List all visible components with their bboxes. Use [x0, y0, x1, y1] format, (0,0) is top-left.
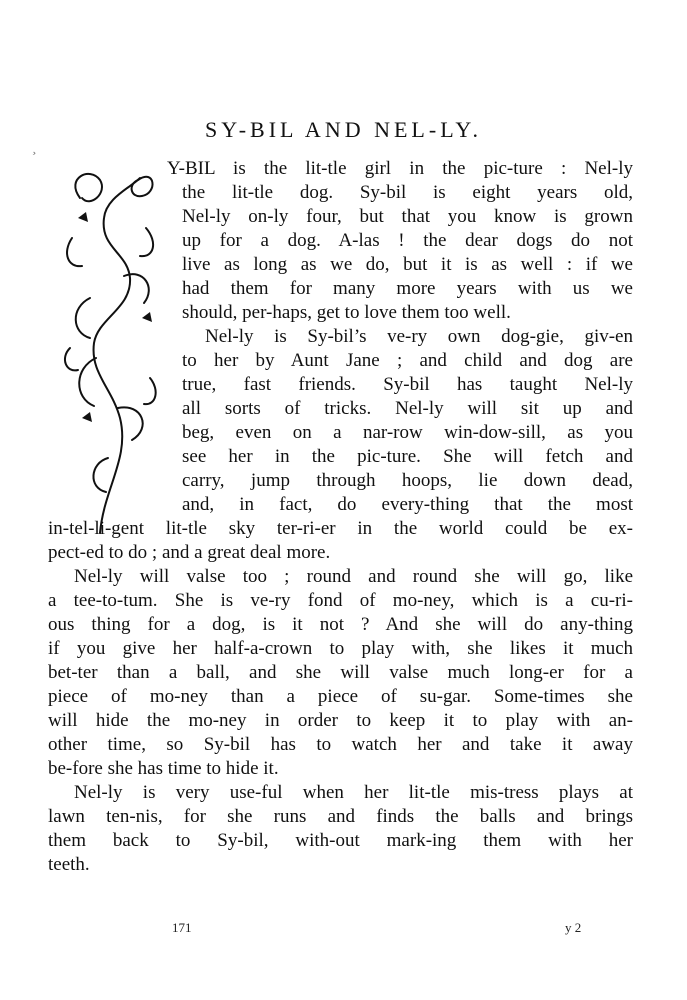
printer-signature: y 2 [565, 920, 582, 935]
text-line: a tee-to-tum. She is ve-ry fond of mo-ney, which is a cu-ri- [48, 590, 633, 611]
text-line: ous thing for a dog, is it not ? And she will do any-thing [48, 614, 633, 635]
text-line: them back to Sy-bil, with-out mark-ing them with her [48, 830, 633, 851]
text-line: and, in fact, do every-thing that the most [182, 494, 633, 515]
text-line: true, fast friends. Sy-bil has taught Nel-ly [182, 374, 633, 395]
text-line: be-fore she has time to hide it. [48, 758, 279, 779]
text-line: up for a dog. A-las ! the dear dogs do not [182, 230, 633, 251]
ornamental-drop-cap-s-icon [60, 158, 160, 538]
text-line: teeth. [48, 854, 90, 875]
text-line: all sorts of tricks. Nel-ly will sit up and [182, 398, 633, 419]
text-line: Nel-ly is very use-ful when her lit-tle mis-tress plays at [74, 782, 633, 803]
text-line: Y-BIL is the lit-tle girl in the pic-ture : Nel-ly [167, 158, 633, 179]
text-line: piece of mo-ney than a piece of su-gar. Some-times she [48, 686, 633, 707]
text-line: lawn ten-nis, for she runs and finds the balls and brings [48, 806, 633, 827]
text-line: will hide the mo-ney in order to keep it to play with an- [48, 710, 633, 731]
text-line: the lit-tle dog. Sy-bil is eight years old, [182, 182, 633, 203]
margin-mark: ¸ [32, 140, 37, 155]
text-line: beg, even on a nar-row win-dow-sill, as you [182, 422, 633, 443]
page-number: 171 [172, 920, 192, 935]
text-line: to her by Aunt Jane ; and child and dog are [182, 350, 633, 371]
text-line: Nel-ly will valse too ; round and round she will go, like [74, 566, 633, 587]
text-line: if you give her half-a-crown to play with, she likes it much [48, 638, 633, 659]
text-line: had them for many more years with us we [182, 278, 633, 299]
text-line: carry, jump through hoops, lie down dead, [182, 470, 633, 491]
text-line: other time, so Sy-bil has to watch her and take it away [48, 734, 633, 755]
text-line: in-tel-li-gent lit-tle sky ter-ri-er in the world could be ex- [48, 518, 633, 539]
text-line: see her in the pic-ture. She will fetch and [182, 446, 633, 467]
text-line: should, per-haps, get to love them too well. [182, 302, 511, 323]
text-line: Nel-ly is Sy-bil’s ve-ry own dog-gie, giv-en [205, 326, 633, 347]
text-line: Nel-ly on-ly four, but that you know is grown [182, 206, 633, 227]
text-line: live as long as we do, but it is as well : if we [182, 254, 633, 275]
text-line: pect-ed to do ; and a great deal more. [48, 542, 331, 563]
chapter-title: SY-BIL AND NEL-LY. [205, 117, 482, 142]
text-line: bet-ter than a ball, and she will valse much long-er for a [48, 662, 633, 683]
